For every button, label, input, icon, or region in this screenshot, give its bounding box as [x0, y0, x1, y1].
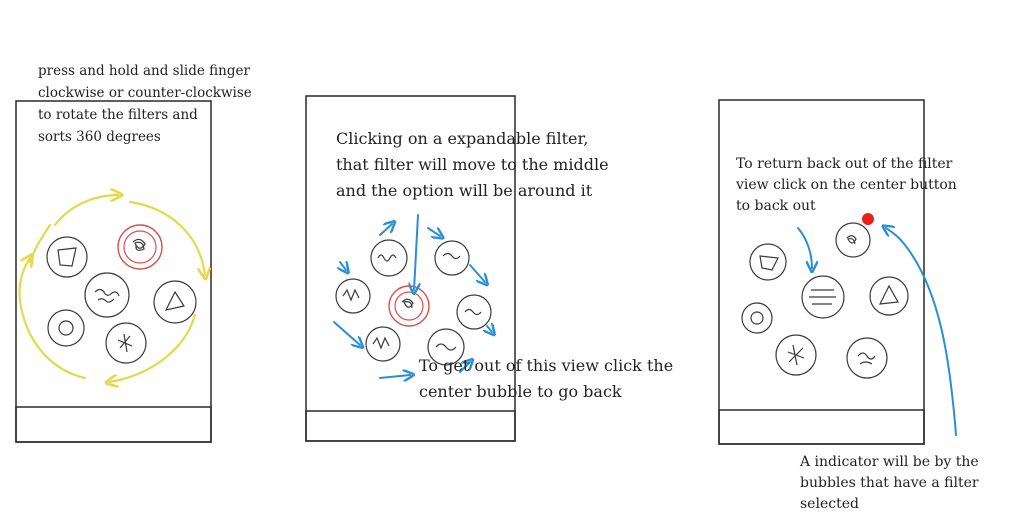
scribble-icon: [858, 353, 875, 364]
filter-bubble[interactable]: [154, 281, 196, 323]
note-expand-filter: Clicking on a expandable filter, that filter will move to the middle and the option will be around it: [336, 129, 609, 200]
scribble-icon: [118, 334, 132, 352]
note-rotate-instructions: press and hold and slide finger clockwise or counter-clockwise to rotate the filters and sorts 360 degrees: [38, 63, 252, 145]
rotate-arrow-bottom-right: [110, 315, 195, 382]
filter-bubble[interactable]: [435, 241, 469, 275]
rotation-arrows: [19, 195, 205, 382]
shape-icon: [58, 248, 76, 266]
scribble-icon: [133, 239, 145, 250]
filter-bubbles: [742, 223, 908, 378]
filter-bubble[interactable]: [47, 237, 87, 277]
filter-bubble[interactable]: [742, 303, 772, 333]
phone-bottom-bar: [306, 411, 515, 441]
scribble-icon: [95, 290, 119, 303]
wave-icon: [443, 254, 460, 259]
phone-mockup-return: [719, 100, 956, 444]
filter-bubbles: [336, 240, 491, 365]
filter-bubble[interactable]: [870, 277, 908, 315]
phone-bottom-bar: [16, 407, 211, 442]
filter-bubble[interactable]: [457, 295, 491, 329]
phone-mockup-rotate: [16, 101, 211, 442]
note-indicator: A indicator will be by the bubbles that have a filter selected: [800, 454, 979, 512]
pointer-arrows: [798, 228, 956, 435]
filter-bubbles: [47, 225, 196, 363]
filter-bubble[interactable]: [48, 310, 84, 346]
circle-icon: [751, 312, 763, 324]
phone-frame: [719, 100, 924, 444]
filter-bubble[interactable]: [750, 244, 786, 280]
wave-icon: [436, 344, 456, 350]
phone-bottom-bar: [719, 410, 924, 444]
rotate-arrow-top-right: [130, 202, 205, 275]
filter-bubble[interactable]: [847, 338, 887, 378]
note-return-back: To return back out of the filter view click on the center button to back out: [736, 156, 957, 214]
note-get-out: To get out of this view click the center bubble to go back: [419, 356, 674, 401]
scribble-icon: [402, 299, 413, 308]
triangle-icon: [880, 286, 898, 304]
rotate-arrow-left: [19, 258, 85, 378]
zigzag-icon: [373, 338, 389, 348]
wave-icon: [378, 255, 396, 261]
rotate-arrow-top-left: [55, 195, 118, 225]
scribble-icon: [847, 236, 856, 244]
wave-icon: [465, 310, 481, 315]
list-icon: [809, 290, 836, 304]
filter-bubble[interactable]: [371, 240, 407, 276]
phone-frame: [16, 101, 211, 442]
scribble-icon: [788, 345, 804, 365]
shape-icon: [760, 256, 778, 270]
triangle-icon: [166, 292, 184, 310]
zigzag-icon: [343, 290, 359, 300]
circle-icon: [59, 321, 73, 335]
